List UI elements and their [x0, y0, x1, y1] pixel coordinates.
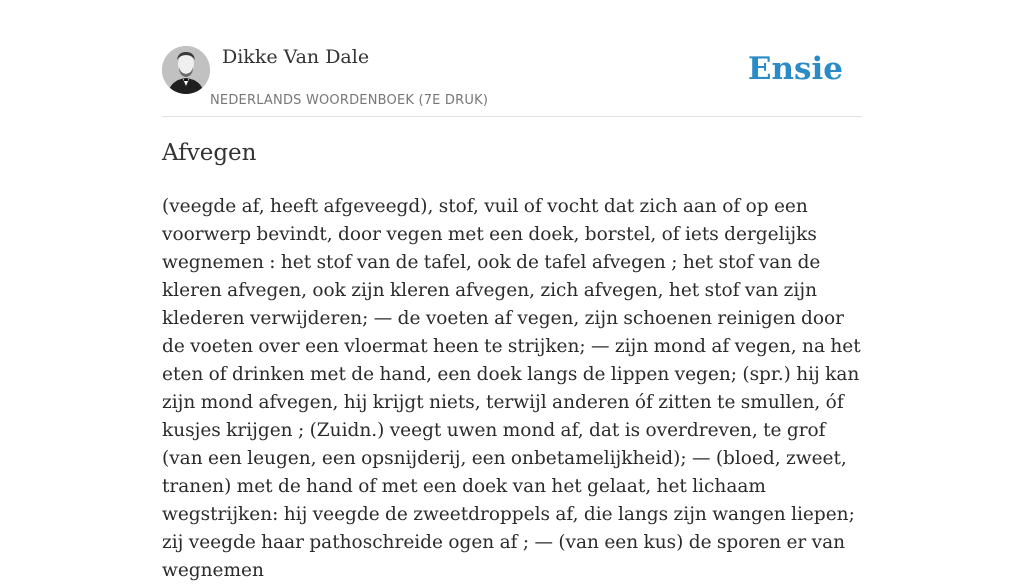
site-logo[interactable]: Ensie	[747, 51, 843, 87]
author-name[interactable]: Dikke Van Dale	[222, 46, 370, 68]
entry-definition: (veegde af, heeft afgeveegd), stof, vuil of vocht dat zich aan of op een voorwerp bevindt, door vegen met een doek, borstel, of iets dergelijks wegnemen : het stof van de tafel, ook de tafel afvegen ; het stof van de kleren afvegen, ook zijn kleren afvegen, zich afvegen, het stof van zijn klederen verwijderen; — de voeten af vegen, zijn schoenen reinigen door de voeten over een vloermat heen te strijken; — zijn mond af vegen, na het eten of drinken met de hand, een doek langs de lippen vegen; (spr.) hij kan zijn mond afvegen, hij krijgt niets, terwijl anderen óf zitten te smullen, óf kusjes krijgen ; (Zuidn.) veegt uwen mond af, dat is overdreven, te grof (van een leugen, een opsnijderij, een onbetamelijkheid); — (bloed, zweet, tranen) met de hand of met een doek van het gelaat, het lichaam wegstrijken: hij veegde de zweetdroppels af, die langs zijn wangen liepen; zij veegde haar pathoschreide ogen af ; — (van een kus) de sporen er van wegnemen	[162, 196, 861, 581]
entry-header	[162, 0, 862, 117]
entry-card	[162, 0, 862, 581]
entry-title: Afvegen	[162, 140, 257, 166]
portrait-photo-icon	[162, 46, 210, 94]
dictionary-source[interactable]: NEDERLANDS WOORDENBOEK (7E DRUK)	[210, 93, 489, 108]
